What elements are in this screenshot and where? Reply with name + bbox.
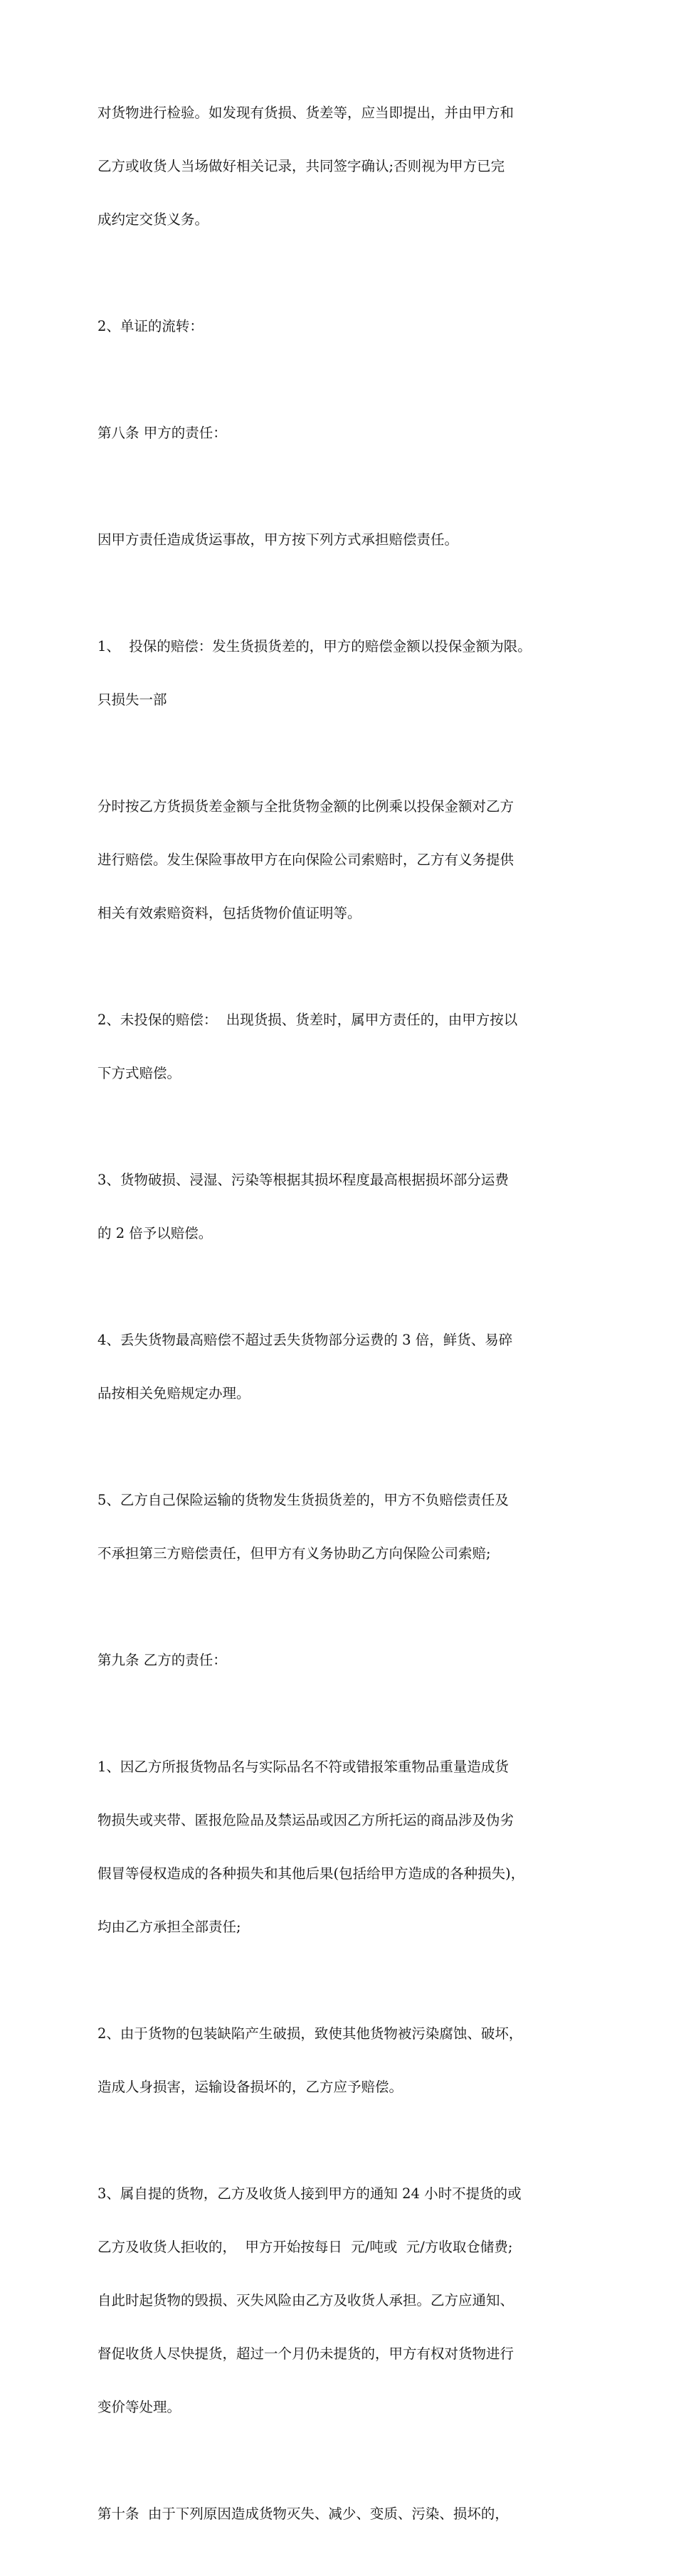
text-line: 只损失一部	[97, 691, 167, 708]
text-line: 对货物进行检验。如发现有货损、货差等，应当即提出，并由甲方和	[97, 105, 514, 121]
text-line: 3、属自提的货物，乙方及收货人接到甲方的通知 24 小时不提货的或	[97, 2185, 522, 2202]
text-line: 4、丢失货物最高赔偿不超过丢失货物部分运费的 3 倍，鲜货、易碎	[97, 1332, 513, 1348]
paragraph-insured-compensation	[97, 602, 596, 744]
text-line: 5、乙方自己保险运输的货物发生货损货差的，甲方不负赔偿责任及	[97, 1492, 509, 1508]
text-line: 均由乙方承担全部责任;	[97, 1919, 241, 1935]
paragraph-uninsured-compensation	[97, 975, 596, 1118]
text-line: 成约定交货义务。	[97, 211, 209, 228]
article-8-heading	[97, 388, 596, 477]
text-line: 相关有效索赔资料，包括货物价值证明等。	[97, 905, 361, 921]
text-line: 3、货物破损、浸湿、污染等根据其损坏程度最高根据损坏部分运费	[97, 1172, 509, 1188]
text-line: 假冒等侵权造成的各种损失和其他后果(包括给甲方造成的各种损失)，	[97, 1865, 525, 1882]
text-line: 1、因乙方所报货物品名与实际品名不符或错报笨重物品重量造成货	[97, 1759, 509, 1775]
text-line: 2、未投保的赔偿： 出现货损、货差时，属甲方责任的，由甲方按以	[97, 1012, 518, 1028]
article-10-heading	[97, 2469, 596, 2558]
text-line: 的 2 倍予以赔偿。	[97, 1225, 213, 1241]
text-line: 乙方或收货人当场做好相关记录，共同签字确认;否则视为甲方已完	[97, 158, 505, 174]
text-line: 乙方及收货人拒收的， 甲方开始按每日 元/吨或 元/方收取仓储费;	[97, 2239, 513, 2255]
text-line: 督促收货人尽快提货，超过一个月仍未提货的，甲方有权对货物进行	[97, 2346, 514, 2362]
paragraph-self-insured	[97, 1456, 596, 1598]
text-line: 第九条 乙方的责任：	[97, 1652, 227, 1668]
paragraph-packaging-defect	[97, 1989, 596, 2131]
paragraph-self-pickup	[97, 2149, 596, 2452]
document-body	[97, 68, 596, 2576]
paragraph-partial-loss	[97, 762, 596, 958]
article-9-heading	[97, 1616, 596, 1705]
text-line: 进行赔偿。发生保险事故甲方在向保险公司索赔时，乙方有义务提供	[97, 852, 514, 868]
text-line: 下方式赔偿。	[97, 1065, 181, 1081]
text-line: 自此时起货物的毁损、灭失风险由乙方及收货人承担。乙方应通知、	[97, 2292, 514, 2309]
paragraph-lost-goods	[97, 1295, 596, 1438]
text-line: 物损失或夹带、匿报危险品及禁运品或因乙方所托运的商品涉及伪劣	[97, 1812, 514, 1828]
paragraph-misdeclaration	[97, 1722, 596, 1971]
text-line: 因甲方责任造成货运事故，甲方按下列方式承担赔偿责任。	[97, 531, 459, 548]
paragraph-party-a-liability-intro	[97, 495, 596, 584]
text-line: 造成人身损害，运输设备损坏的，乙方应予赔偿。	[97, 2079, 403, 2095]
text-line: 2、由于货物的包装缺陷产生破损，致使其他货物被污染腐蚀、破坏，	[97, 2025, 523, 2042]
text-line: 第八条 甲方的责任：	[97, 425, 227, 441]
text-line: 2、单证的流转：	[97, 318, 204, 334]
text-line: 第十条 由于下列原因造成货物灭失、减少、变质、污染、损坏的，	[97, 2506, 509, 2522]
text-line: 分时按乙方货损货差金额与全批货物金额的比例乘以投保金额对乙方	[97, 798, 514, 815]
text-line: 1、 投保的赔偿：发生货损货差的，甲方的赔偿金额以投保金额为限。	[97, 638, 532, 654]
text-line: 品按相关免赔规定办理。	[97, 1385, 250, 1401]
text-line: 变价等处理。	[97, 2399, 181, 2415]
paragraph-damage-compensation	[97, 1135, 596, 1278]
text-line: 不承担第三方赔偿责任，但甲方有义务协助乙方向保险公司索赔;	[97, 1545, 491, 1562]
paragraph-document-flow	[97, 282, 596, 371]
paragraph-inspection	[97, 68, 596, 264]
